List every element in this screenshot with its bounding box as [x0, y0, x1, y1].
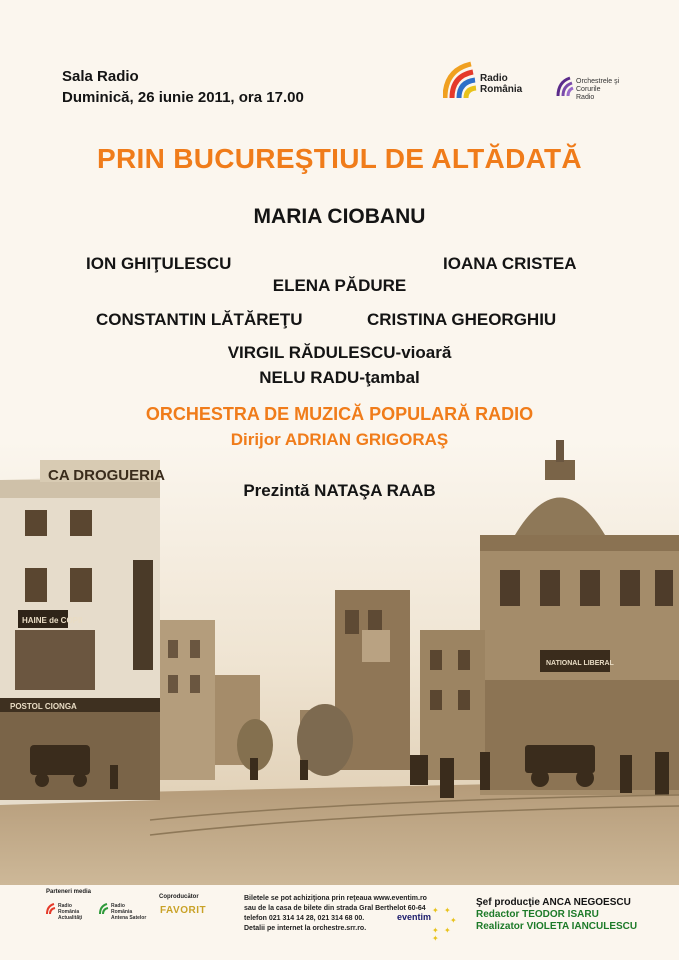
conductor: Dirijor ADRIAN GRIGORAŞ [230, 430, 449, 449]
orchestre-icon [556, 76, 574, 98]
radio-antena-satelor-logo [99, 903, 146, 921]
credit-line: Şef producţie ANCA NEGOESCU [476, 897, 631, 908]
credit-line: Redactor TEODOR ISARU [476, 909, 599, 920]
shop-sign: CA DROGUERIA [48, 467, 165, 484]
venue-block [62, 66, 304, 108]
logo-text-line: Radio [576, 94, 595, 101]
logo-text-line: Corurile [576, 86, 601, 93]
artist-name: NELU RADU-ţambal [259, 368, 420, 387]
ticket-info-line: telefon 021 314 14 28, 021 314 68 00. [244, 915, 365, 922]
svg-text:✦: ✦ [444, 906, 451, 915]
production-credits [476, 897, 637, 933]
radio-actualitati-icon [46, 903, 56, 915]
logo-text-line: România [58, 909, 80, 915]
radio-actualitati-logo [46, 903, 82, 921]
ticket-info-line: sau de la casa de bilete din strada Gral Berthelot 60-64 [244, 905, 426, 912]
logo-text-line: România [111, 909, 133, 915]
artist-name: VIRGIL RĂDULESCU-vioară [227, 343, 452, 362]
logo-text-line: Antena Satelor [111, 915, 147, 921]
artist-name: CONSTANTIN LĂTĂREŢU [96, 310, 303, 329]
event-title: PRIN BUCUREŞTIUL DE ALTĂDATĂ [97, 143, 582, 174]
svg-text:✦: ✦ [432, 906, 439, 915]
svg-text:✦: ✦ [444, 926, 451, 935]
orchestre-corurile-logo [556, 76, 666, 106]
eventim-logo: eventim [397, 912, 432, 922]
coproducer-label: Coproducător [159, 894, 199, 900]
logo-text-line: Orchestrele şi [576, 78, 620, 85]
ticket-info-line: Biletele se pot achiziţiona prin reţeaua www.eventim.ro [244, 895, 427, 902]
svg-text:✦: ✦ [450, 916, 457, 925]
svg-text:✦: ✦ [432, 926, 439, 935]
artist-name: IOANA CRISTEA [443, 254, 577, 273]
bucharest-street-photo [0, 440, 679, 885]
logo-text-line: Actualităţi [58, 915, 83, 921]
favorit-logo: FAVORIT [160, 905, 207, 916]
shop-sign: NATIONAL LIBERAL [546, 660, 614, 667]
logo-text-line: Radio [480, 73, 508, 84]
credit-line: Realizator VIOLETA IANCULESCU [476, 921, 638, 932]
venue-name: Sala Radio [62, 68, 139, 85]
media-partners-label: Parteneri media [46, 889, 92, 895]
svg-text:✦: ✦ [432, 934, 439, 941]
radio-antena-satelor-icon [99, 903, 109, 915]
artist-name: CRISTINA GHEORGHIU [367, 310, 557, 329]
artist-name: ION GHIŢULESCU [86, 254, 232, 273]
eventim-stars-icon [430, 905, 460, 941]
logo-text-line: Radio [111, 903, 125, 909]
ticket-info-line: Detalii pe internet la orchestre.srr.ro. [244, 925, 367, 932]
artist-name: ELENA PĂDURE [272, 276, 407, 295]
logo-text-line: România [480, 84, 523, 95]
shop-sign: POSTOL CIONGA [10, 702, 77, 711]
radio-romania-logo [443, 60, 553, 105]
radio-romania-icon [443, 60, 477, 100]
orchestra-name: ORCHESTRA DE MUZICĂ POPULARĂ RADIO [145, 404, 534, 424]
host: Prezintă NATAŞA RAAB [243, 481, 436, 500]
event-datetime: Duminică, 26 iunie 2011, ora 17.00 [62, 89, 304, 106]
logo-text-line: Radio [58, 903, 72, 909]
shop-sign: HAINE de COPII [22, 616, 83, 625]
headliner: MARIA CIOBANU [253, 205, 426, 228]
